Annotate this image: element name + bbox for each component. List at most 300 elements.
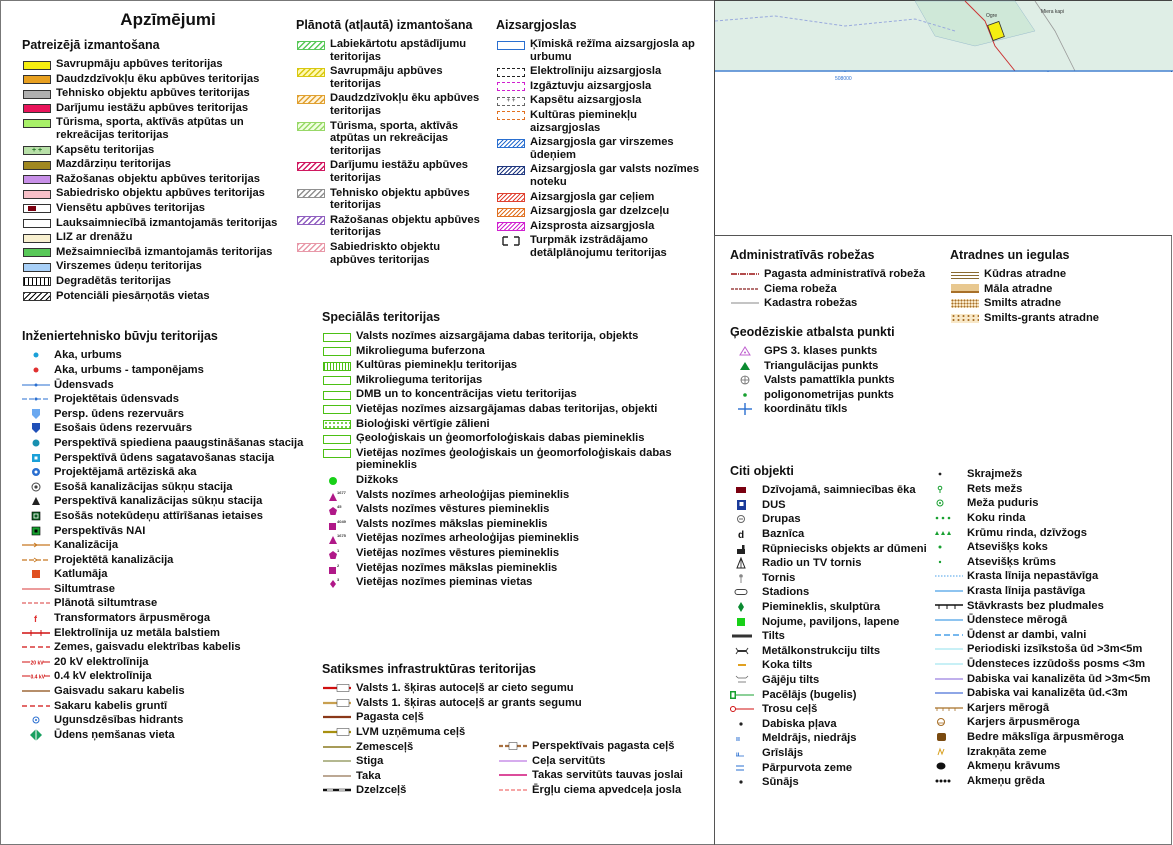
road-tan-icon: [322, 698, 352, 708]
legend-item: [496, 204, 712, 219]
legend-item: [22, 552, 294, 567]
legend-item: [730, 344, 948, 359]
legend-item-label: Tūrisma, sporta, aktīvās atpūtas un rekreācijas teritorijas: [56, 116, 244, 141]
legend-item: [730, 358, 948, 373]
legend-item: [22, 157, 294, 172]
legend-item: [950, 311, 1168, 326]
legend-item: [322, 387, 712, 402]
road-brown-icon: [322, 712, 352, 722]
line-20kv-icon: [22, 657, 50, 667]
frame-navy-hatch-icon: [496, 165, 526, 175]
peat-icon: [950, 269, 980, 279]
line-comm-icon: [22, 686, 50, 696]
circle-teal-icon: [22, 438, 50, 448]
legend-item-label: Kultūras pieminekļu teritorijas: [356, 359, 518, 372]
legend-item: [496, 108, 712, 135]
legend-item-label: Esošā kanalizācijas sūkņu stacija: [54, 480, 233, 493]
map-label-miera-kapi: Miera kapi: [1041, 9, 1065, 15]
legend-item-label: Kūdras atradne: [984, 268, 1067, 281]
single-bush-icon: [935, 557, 963, 567]
legend-item: [322, 358, 712, 373]
hydrant-icon: [22, 715, 50, 725]
legend-item-label: Meldrājs, niedrājs: [762, 732, 857, 745]
legend-item-label: Valsts nozīmes vēstures piemineklis: [356, 503, 550, 516]
swatch-blue-icon: [22, 262, 52, 272]
legend-item: [322, 769, 498, 784]
legend-item: [322, 431, 712, 446]
legend-item: [22, 377, 294, 392]
swatch-green-icon: [22, 248, 52, 258]
svg-text:1: 1: [337, 547, 340, 553]
legend-item-label: Persp. ūdens rezervuārs: [54, 407, 184, 420]
legend-item-label: Daudzdzīvokļu ēku apbūves teritorijas: [56, 72, 260, 85]
line-olive-icon: [322, 742, 352, 752]
green-frame-icon: [322, 347, 352, 357]
legend-item-label: Bioloģiski vērtīgie zālieni: [356, 417, 490, 430]
admin-section: [730, 248, 948, 417]
stone-ridge-icon: [935, 776, 963, 786]
line-04kv-icon: [22, 671, 50, 681]
sparse-forest-icon: [935, 469, 963, 479]
legend-item: [935, 584, 1165, 599]
legend-item: [935, 496, 1165, 511]
legend-item: [22, 216, 294, 231]
frame-blue-hatch-icon: [496, 138, 526, 148]
hatch-green-icon: [296, 40, 326, 50]
legend-item-label: Tornis: [762, 571, 796, 584]
moss-icon: [730, 777, 758, 787]
legend-item-label: Drupas: [762, 513, 801, 526]
legend-item: [296, 119, 496, 159]
swatch-red-icon: [22, 104, 52, 114]
line-magenta-icon: [498, 770, 528, 780]
single-tree-icon: [935, 542, 963, 552]
green-frame-hatch-icon: [322, 361, 352, 371]
legend-item-label: Stiga: [356, 755, 384, 768]
legend-item-label: Valsts nozīmes mākslas piemineklis: [356, 517, 548, 530]
legend-item: [22, 523, 294, 538]
legend-item-label: Smilts atradne: [984, 297, 1062, 310]
legend-item-label: Projektētā kanalizācija: [54, 553, 174, 566]
legend-item-label: Krasta līnija nepastāvīga: [967, 570, 1099, 583]
legend-item: [730, 673, 935, 688]
stream-natural-icon: [935, 674, 963, 684]
legend-item: [496, 190, 712, 205]
legend-item-label: Savrupmāju apbūves teritorijas: [56, 58, 223, 70]
legend-item: [22, 245, 294, 260]
legend-item-label: Koku rinda: [967, 512, 1026, 525]
specialas-section: [322, 310, 712, 590]
legend-item: [935, 555, 1165, 570]
legend-item-label: Aizsargjosla gar dzelzceļu: [530, 205, 670, 218]
green-frame-icon: [322, 405, 352, 415]
legend-item-label: Pacēlājs (bugelis): [762, 688, 857, 701]
bridge-icon: [730, 631, 758, 641]
legend-item: [935, 628, 1165, 643]
magenta-triangle-icon: [322, 534, 352, 544]
legend-item: [322, 710, 498, 725]
stone-pile-icon: [935, 761, 963, 771]
circle-cross-icon: [730, 375, 760, 385]
legend-item: [730, 644, 935, 659]
legend-item-label: Ūdensteces izzūdošs posms <3m: [967, 658, 1146, 671]
legend-item: [22, 450, 294, 465]
legend-item: [730, 585, 935, 600]
legend-item: [730, 629, 935, 644]
monument-icon: [730, 602, 758, 612]
frame-blue-icon: [496, 40, 526, 50]
specialas-list: [322, 329, 712, 590]
swatch-grey-icon: [22, 89, 52, 99]
shield-blue-icon: [22, 409, 50, 419]
hatch-pink-icon: [296, 243, 326, 253]
legend-item-label: Kapsētu teritorijas: [56, 143, 155, 156]
legend-item: [730, 483, 935, 498]
satiksme-header: Satiksmes infrastruktūras teritorijas: [322, 662, 536, 676]
legend-item-label: Pagasta administratīvā robeža: [764, 268, 926, 281]
legend-item-label: Daudzdzīvokļu ēku apbūves teritorijas: [330, 92, 480, 117]
legend-item: [730, 556, 935, 571]
legend-item-label: Perspektīvais pagasta ceļš: [532, 740, 675, 753]
legend-item: [730, 498, 935, 513]
legend-item: [322, 502, 712, 517]
legend-item-label: Gājēju tilts: [762, 674, 820, 687]
legend-item-label: Virszemes ūdeņu teritorijas: [56, 260, 202, 273]
admin-header: Administratīvās robežas: [730, 248, 875, 262]
legend-item-label: Sakaru kabelis gruntī: [54, 699, 168, 712]
legend-item-label: Piemineklis, skulptūra: [762, 601, 881, 614]
legend-item-label: Aka, urbums - tamponējams: [54, 363, 204, 376]
legend-item: [322, 531, 712, 546]
water-intake-icon: [22, 730, 50, 740]
svg-text:1677: 1677: [337, 489, 346, 495]
planota-header: Plānotā (atļautā) izmantošana: [296, 18, 473, 32]
legend-item: [730, 541, 935, 556]
magenta-diamond-icon: [322, 578, 352, 588]
legend-item: [22, 465, 294, 480]
legend-item: [22, 494, 294, 509]
house-icon: [730, 485, 758, 495]
legend-item: [935, 525, 1165, 540]
legend-item-label: Darījumu iestāžu apbūves teritorijas: [56, 101, 249, 114]
boiler-icon: [22, 569, 50, 579]
legend-item: [730, 527, 935, 542]
legend-item-label: Degradētās teritorijas: [56, 274, 172, 287]
legend-item-label: LIZ ar drenāžu: [56, 231, 133, 244]
svg-text:4049: 4049: [337, 518, 346, 524]
hatch-red-icon: [296, 161, 326, 171]
legend-item-label: Elektrolīniju aizsargjosla: [530, 65, 662, 78]
legend-item: [22, 289, 294, 304]
legend-item-label: Pārpurvota zeme: [762, 761, 853, 774]
svg-text:ıı: ıı: [736, 736, 740, 744]
legend-item-label: Izrakņāta zeme: [967, 745, 1047, 758]
legend-item-label: Perspektīvā spiediena paaugstināšanas stacija: [54, 436, 304, 449]
green-frame-icon: [322, 434, 352, 444]
swatch-degraded-icon: [22, 277, 52, 287]
legend-item-label: Dižkoks: [356, 473, 399, 486]
legend-item-label: Rets mežs: [967, 482, 1023, 495]
legend-item-label: Aka, urbums: [54, 349, 122, 362]
legend-item-label: Projektējamā artēziskā aka: [54, 466, 197, 479]
square-green-light-icon: [22, 526, 50, 536]
line-water-proj-icon: [22, 394, 50, 404]
tower-icon: [730, 573, 758, 583]
square-green-dark-icon: [22, 511, 50, 521]
legend-item: [22, 538, 294, 553]
shore-stable-icon: [935, 586, 963, 596]
cross-blue-icon: [730, 404, 760, 414]
dot-cyan-icon: [22, 350, 50, 360]
legend-item: [22, 230, 294, 245]
legend-item-label: koordinātu tīkls: [764, 403, 848, 416]
admin-list: [730, 267, 948, 311]
legend-item: [22, 259, 294, 274]
legend-item: [730, 267, 948, 282]
legend-item-label: Kultūras pieminekļu aizsargjoslas: [530, 108, 637, 134]
legend-item: [322, 446, 712, 473]
green-dot-icon: [322, 476, 352, 486]
gps-triangle-icon: [730, 346, 760, 356]
legend-item-label: Akmeņu krāvums: [967, 760, 1061, 773]
inzenier-list: [22, 348, 304, 742]
legend-item-label: Triangulācijas punkts: [764, 359, 879, 372]
legend-item: [496, 79, 712, 94]
legend-item: [296, 213, 496, 240]
aizsarg-header: Aizsargjoslas: [496, 18, 577, 32]
legend-item: [950, 282, 1168, 297]
legend-item: [22, 72, 294, 87]
legend-item-label: GPS 3. klases punkts: [764, 345, 878, 358]
legend-item-label: 0.4 kV elektrolīnija: [54, 670, 152, 683]
legend-item: [935, 613, 1165, 628]
legend-item-label: Tehnisko objektu apbūves teritorijas: [56, 87, 250, 100]
frame-magenta-hatch-icon: [496, 222, 526, 232]
legend-item-label: Esošais ūdens rezervuārs: [54, 422, 193, 435]
forest-cluster-icon: [935, 498, 963, 508]
svg-text:45: 45: [337, 504, 342, 510]
legend-item-label: Ūdenst ar dambi, valni: [967, 628, 1087, 641]
legend-item-label: Bedre mākslīga ārpusmēroga: [967, 730, 1124, 743]
metal-bridge-icon: [730, 646, 758, 656]
legend-item-label: Taka: [356, 769, 381, 782]
stream-periodic-icon: [935, 644, 963, 654]
legend-item-label: Valsts nozīmes arheoloģijas piemineklis: [356, 488, 570, 501]
line-power-icon: [22, 628, 50, 638]
legend-item: [22, 436, 304, 451]
citi-list-2: [935, 467, 1165, 789]
legend-item-label: Rūpniecisks objekts ar dūmeni: [762, 542, 927, 555]
planota-list: [296, 37, 496, 267]
legend-item: [935, 671, 1165, 686]
legend-item-label: Mežsaimniecībā izmantojamās teritorijas: [56, 245, 273, 258]
legend-item-label: Pagasta ceļš: [356, 711, 424, 724]
quarry-out-icon: [935, 717, 963, 727]
legend-item-label: Perspektīvās NAI: [54, 524, 146, 537]
legend-item-label: Skrajmežs: [967, 468, 1023, 481]
svg-text:0.4 kV: 0.4 kV: [30, 674, 45, 681]
legend-item-label: Valsts nozīmes aizsargājama dabas teritorija, objekts: [356, 330, 639, 342]
legend-item-label: Izgāztuvju aizsargjosla: [530, 79, 652, 92]
legend-item: [730, 658, 935, 673]
radio-tower-icon: [730, 558, 758, 568]
legend-item: [22, 698, 294, 713]
tree-row-icon: [935, 513, 963, 523]
legend-item: [730, 402, 948, 417]
stream-natural-small-icon: [935, 688, 963, 698]
legend-item-label: Ražošanas objektu apbūves teritorijas: [330, 213, 480, 239]
legend-item: [498, 783, 703, 798]
stream-dam-icon: [935, 630, 963, 640]
frame-cemetery-icon: + +: [496, 96, 526, 106]
legend-item-label: Kadastra robežas: [764, 297, 858, 310]
legend-item: [730, 760, 935, 775]
legend-item-label: Siltumtrase: [54, 582, 115, 595]
frame-corners-icon: [496, 236, 526, 246]
legend-item: [22, 640, 294, 655]
legend-item-label: Ceļa servitūts: [532, 754, 606, 767]
legend-item: [935, 773, 1165, 788]
legend-item-label: DUS: [762, 498, 786, 511]
stream-vanishing-icon: [935, 659, 963, 669]
legend-item: [935, 686, 1165, 701]
legend-item-label: Valsts pamattīkla punkts: [764, 374, 895, 387]
swatch-polluted-icon: [22, 292, 52, 302]
citi-section: [730, 464, 1170, 789]
legend-item-label: Potenciāli piesārņotās vietas: [56, 289, 210, 302]
geodez-header: Ģeodēziskie atbalsta punkti: [730, 324, 895, 339]
legend-item-label: Ugunsdzēsības hidrants: [54, 714, 184, 727]
svg-text:1675: 1675: [337, 533, 346, 539]
legend-item-label: Mazdārziņu teritorijas: [56, 158, 172, 171]
legend-item: [22, 186, 294, 201]
circle-grey-pump-icon: [22, 482, 50, 492]
hatch-yellow-icon: [296, 67, 326, 77]
fuel-icon: [730, 500, 758, 510]
legend-item-label: Ūdens ņemšanas vieta: [54, 728, 175, 741]
legend-item-label: Tilts: [762, 630, 785, 643]
bush-row-icon: [935, 528, 963, 538]
line-lilac-icon: [498, 756, 528, 766]
legend-item: [22, 274, 294, 289]
lift-icon: [730, 690, 758, 700]
legend-item: [950, 267, 1168, 282]
legend-item-label: Vietējas nozīmes mākslas piemineklis: [356, 561, 558, 574]
legend-item: [322, 696, 582, 711]
green-frame-icon: [322, 376, 352, 386]
transformer-icon: [22, 613, 50, 623]
green-frame-icon: [322, 332, 352, 342]
swatch-cemetery-icon: + +: [22, 146, 52, 156]
svg-text:ıı: ıı: [736, 751, 740, 758]
legend-item: [498, 754, 703, 769]
legend-item: [322, 575, 712, 590]
circle-blue-x-icon: [22, 467, 50, 477]
legend-item: [322, 488, 712, 503]
legend-item-label: Karjers ārpusmēroga: [967, 716, 1080, 729]
legend-item: [730, 614, 935, 629]
clay-icon: [950, 284, 980, 294]
legend-item: [935, 759, 1165, 774]
swamp-icon: [730, 763, 758, 773]
map-inset[interactable]: [714, 0, 1172, 235]
stadium-icon: [730, 587, 758, 597]
frame-orange-icon: [496, 111, 526, 121]
svg-text:f: f: [34, 614, 37, 625]
dot-green-icon: [730, 390, 760, 400]
square-cyan-icon: [22, 453, 50, 463]
line-cadastre-icon: [730, 298, 760, 308]
swatch-white-icon: [22, 219, 52, 229]
legend-item-label: Katlumāja: [54, 568, 108, 581]
legend-item-label: Krūmu rinda, dzīvžogs: [967, 526, 1087, 539]
legend-item: [22, 611, 294, 626]
line-brown-thin-icon: [322, 771, 352, 781]
magenta-pentagon-icon: [322, 505, 352, 515]
hatch-orange-icon: [296, 94, 326, 104]
legend-item-label: Lauksaimniecībā izmantojamās teritorijas: [56, 216, 278, 229]
sedge-icon: [730, 748, 758, 758]
legend-item-label: Viensētu apbūves teritorijas: [56, 201, 206, 214]
atradnes-header: Atradnes un iegulas: [950, 248, 1070, 262]
legend-item-label: Vietējas nozīmes ģeoloģiskais un ģeomorfoloģiskais dabas piemineklis: [356, 446, 672, 472]
legend-item-label: Dabiska vai kanalizēta ūd.<3m: [967, 687, 1128, 700]
legend-item-label: Tūrisma, sporta, aktīvās atpūtas un rekreācijas teritorijas: [330, 119, 459, 157]
svg-text:20 kV: 20 kV: [30, 660, 44, 667]
magenta-square-icon: [322, 520, 352, 530]
legend-item-label: Aizsargjosla gar ceļiem: [530, 190, 655, 203]
rare-forest-icon: [935, 484, 963, 494]
legend-item: [322, 561, 712, 576]
map-label-ogre: Ogre: [986, 13, 998, 19]
line-sewer-icon: [22, 540, 50, 550]
legend-item-label: Aizsargjosla gar virszemes ūdeņiem: [530, 136, 674, 161]
legend-item: [730, 746, 935, 761]
frame-orange-hatch-icon: [496, 207, 526, 217]
legend-column-2: [296, 18, 496, 267]
legend-item: [22, 669, 294, 684]
legend-item: [22, 684, 294, 699]
swatch-pink-icon: [22, 189, 52, 199]
legend-item-label: Dzelzceļš: [356, 784, 407, 797]
legend-item-label: Trosu ceļš: [762, 703, 818, 716]
legend-item-label: Atsevišķs krūms: [967, 555, 1056, 568]
legend-item: [22, 201, 294, 216]
legend-item: [322, 546, 712, 561]
legend-item: [22, 509, 294, 524]
legend-item-label: Metālkonstrukciju tilts: [762, 644, 881, 657]
legend-item: [935, 482, 1165, 497]
reeds-icon: [730, 733, 758, 743]
swatch-yellow-icon: [22, 60, 52, 70]
legend-item: [22, 567, 294, 582]
legend-item-label: Grīslājs: [762, 746, 804, 759]
legend-item-label: Sūnājs: [762, 776, 799, 789]
magenta-pentagon-icon: [322, 549, 352, 559]
legend-item: [296, 64, 496, 91]
legend-item: [22, 348, 294, 363]
legend-item-label: Sabiedrisko objektu apbūves teritorijas: [56, 187, 265, 200]
legend-item: [296, 91, 496, 118]
legend-item: [496, 162, 712, 189]
frame-black-icon: [496, 67, 526, 77]
legend-item: [730, 775, 935, 790]
legend-item-label: Vietējas nozīmes aizsargājamas dabas teritorijas, objekti: [356, 402, 658, 415]
legend-item-label: Dzīvojamā, saimniecības ēka: [762, 484, 916, 497]
swatch-lightgreen-icon: [22, 118, 52, 128]
sand-icon: [950, 298, 980, 308]
legend-item: [730, 687, 935, 702]
